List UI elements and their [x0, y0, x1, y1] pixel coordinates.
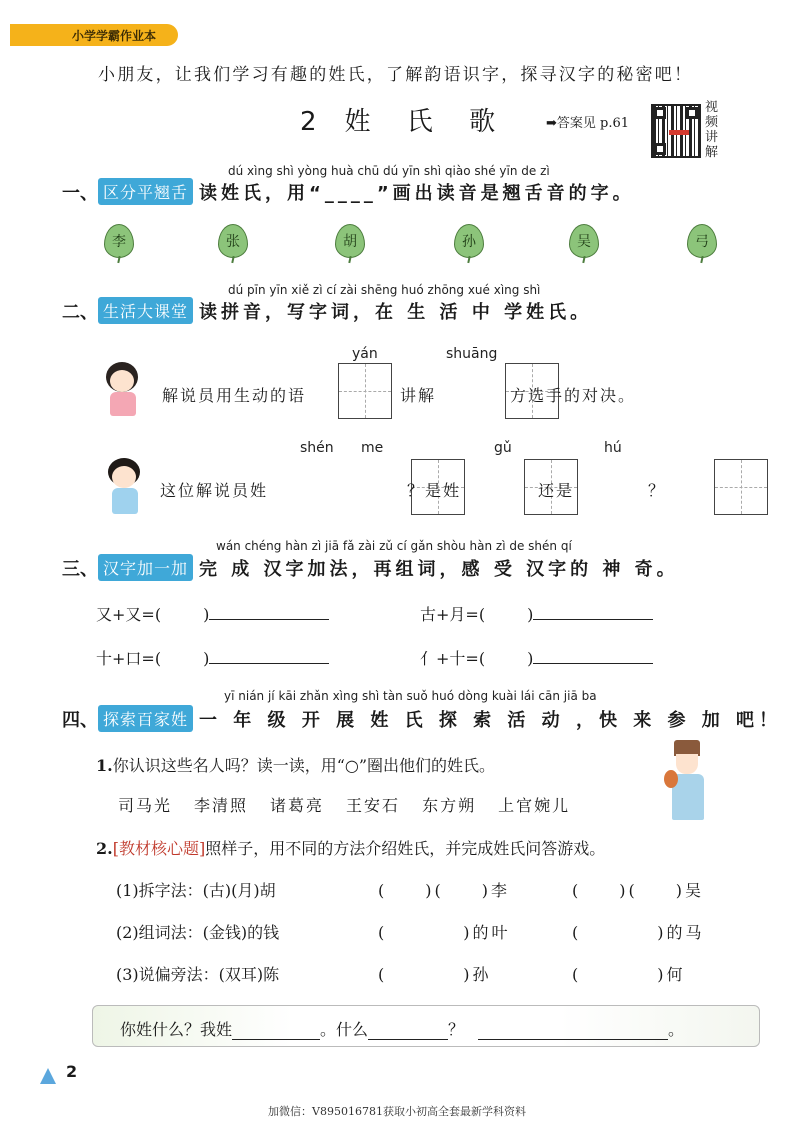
brand-label: 小学学霸作业本 [72, 28, 157, 43]
section2-number: 二、 [62, 301, 98, 323]
name-li-qingzhao[interactable]: 李清照 [194, 796, 249, 815]
box-gu-pinyin: gǔ [494, 440, 512, 456]
section4-heading [62, 705, 782, 732]
writing-box-gu[interactable] [714, 459, 768, 515]
name-dongfang-shuo[interactable]: 东方朔 [422, 796, 477, 815]
name-sima-guang[interactable]: 司马光 [118, 796, 173, 815]
sentence2-q1: ？是姓 [407, 481, 462, 500]
equation-1: 又+又=( ) [96, 602, 329, 625]
leaf-surname-li[interactable]: 李 [104, 224, 134, 258]
equation-1-word-line[interactable] [209, 619, 329, 620]
writing-box-yan[interactable] [338, 363, 392, 419]
equation-3-word-line[interactable] [209, 663, 329, 664]
footer-note: 加微信：V895016781获取小初高全套最新学科资料 [268, 1105, 526, 1118]
sentence2-middle: 还是 [538, 481, 575, 500]
section4-number: 四、 [62, 709, 98, 731]
section2-instruction: 读拼音，写字词，在 生 活 中 学姓氏。 [199, 301, 593, 323]
workbook-brand-tab [10, 24, 178, 46]
section3-instruction: 完 成 汉字加法，再组词，感 受 汉字的 神 奇。 [199, 558, 679, 580]
section3-tag: 汉字加一加 [98, 554, 193, 581]
box-me-pinyin: me [361, 440, 384, 456]
scholar-illustration-icon [664, 740, 708, 822]
lesson-title [300, 101, 509, 138]
section1-heading [62, 178, 635, 205]
equation-4: 亻+十=( ) [420, 646, 653, 669]
sentence1-after: 方选手的对决。 [510, 386, 637, 405]
sentence1-before: 解说员用生动的语 [162, 386, 307, 405]
box1-pinyin: yán [352, 346, 378, 362]
question-1-number: 1. [96, 756, 113, 775]
method-row-2-answer-a[interactable]: ( )的叶 [378, 923, 511, 942]
method-row-2-answer-b[interactable]: ( )的马 [572, 923, 705, 942]
sentence2-before: 这位解说员姓 [160, 481, 269, 500]
method-row-1-answer-b[interactable]: ( )( )吴 [572, 881, 704, 900]
lesson-name: 姓 氏 歌 [344, 107, 510, 137]
leaf-surname-gong[interactable]: 弓 [687, 224, 717, 258]
section4-tag: 探索百家姓 [98, 705, 193, 732]
arrow-right-icon: ➡ [546, 116, 557, 131]
question-2-number: 2. [96, 839, 113, 858]
equation-3: 十+口=( ) [96, 646, 329, 669]
leaf-surname-wu[interactable]: 吴 [569, 224, 599, 258]
method-row-2-label: (2)组词法：(金钱)的钱 [116, 923, 280, 942]
core-question-tag: [教材核心题] [112, 839, 206, 858]
video-explanation-label: 视频讲解 [705, 100, 719, 160]
equation-2: 古+月=( ) [420, 602, 653, 625]
section3-number: 三、 [62, 558, 98, 580]
qa-surname-blank[interactable] [232, 1022, 320, 1040]
section2-pinyin: dú pīn yīn xiě zì cí zài shēng huó zhōng xué xìng shì [228, 283, 541, 297]
question-1-text: 你认识这些名人吗？读一读，用“○”圈出他们的姓氏。 [112, 756, 496, 775]
girl-illustration-icon [100, 362, 144, 418]
name-shangguan-waner[interactable]: 上官婉儿 [498, 796, 571, 815]
qa-part1: 你姓什么？我姓 [120, 1020, 233, 1039]
method-row-1-label: (1)拆字法：(古)(月)胡 [116, 881, 276, 900]
lesson-number: 2 [300, 107, 331, 137]
leaf-surname-zhang[interactable]: 张 [218, 224, 248, 258]
intro-text: 小朋友，让我们学习有趣的姓氏，了解韵语识字，探寻汉字的秘密吧！ [98, 65, 694, 85]
equation-4-word-line[interactable] [533, 663, 653, 664]
boy-illustration-icon [104, 458, 146, 516]
leaf-surname-hu[interactable]: 胡 [335, 224, 365, 258]
qa-method-blank[interactable] [368, 1022, 448, 1040]
section4-instruction: 一 年 级 开 展 姓 氏 探 索 活 动 ，快 来 参 加 吧！ [199, 709, 783, 731]
question-1 [96, 753, 495, 776]
dolphin-logo-icon [34, 1066, 62, 1086]
section4-pinyin: yī nián jí kāi zhǎn xìng shì tàn suǒ huó dòng kuài lái cān jiā ba [224, 689, 597, 703]
famous-names-list [118, 793, 570, 816]
box2-pinyin: shuāng [446, 346, 498, 362]
box-shen-pinyin: shén [300, 440, 334, 456]
qa-part2: 。什么 [320, 1020, 369, 1039]
equation-2-word-line[interactable] [533, 619, 653, 620]
section1-pinyin: dú xìng shì yòng huà chū dú yīn shì qiào shé yīn de zì [228, 164, 550, 178]
section1-instruction: 读姓氏，用“____”画出读音是翘舌音的字。 [199, 182, 635, 204]
section1-tag: 区分平翘舌 [98, 178, 193, 205]
section3-pinyin: wán chéng hàn zì jiā fǎ zài zǔ cí gǎn shòu hàn zì de shén qí [216, 539, 572, 553]
method-row-3-answer-b[interactable]: ( )何 [572, 965, 686, 984]
qa-part3: ？ [448, 1020, 465, 1039]
qa-answer-blank[interactable] [478, 1022, 668, 1040]
page-number: 2 [66, 1062, 78, 1081]
section1-number: 一、 [62, 182, 98, 204]
section3-heading [62, 554, 679, 581]
name-wang-anshi[interactable]: 王安石 [346, 796, 401, 815]
method-row-1-answer-a[interactable]: ( )( )李 [378, 881, 510, 900]
sentence1-middle: 讲解 [400, 386, 437, 405]
answer-reference [546, 112, 629, 131]
method-row-3-answer-a[interactable]: ( )孙 [378, 965, 492, 984]
qa-part4: 。 [668, 1020, 685, 1039]
leaf-surname-sun[interactable]: 孙 [454, 224, 484, 258]
question-2-text: 照样子，用不同的方法介绍姓氏，并完成姓氏问答游戏。 [205, 839, 606, 858]
name-zhuge-liang[interactable]: 诸葛亮 [270, 796, 325, 815]
section2-tag: 生活大课堂 [98, 297, 193, 324]
sentence2-end: ？ [648, 481, 667, 500]
section2-heading [62, 297, 592, 324]
answer-ref-text: 答案见 p.61 [556, 116, 630, 131]
method-row-3-label: (3)说偏旁法：(双耳)陈 [116, 965, 280, 984]
qr-code-icon[interactable] [651, 104, 701, 158]
surname-qa-game [120, 1017, 684, 1040]
box-hu-pinyin: hú [604, 440, 622, 456]
question-2 [96, 836, 605, 859]
